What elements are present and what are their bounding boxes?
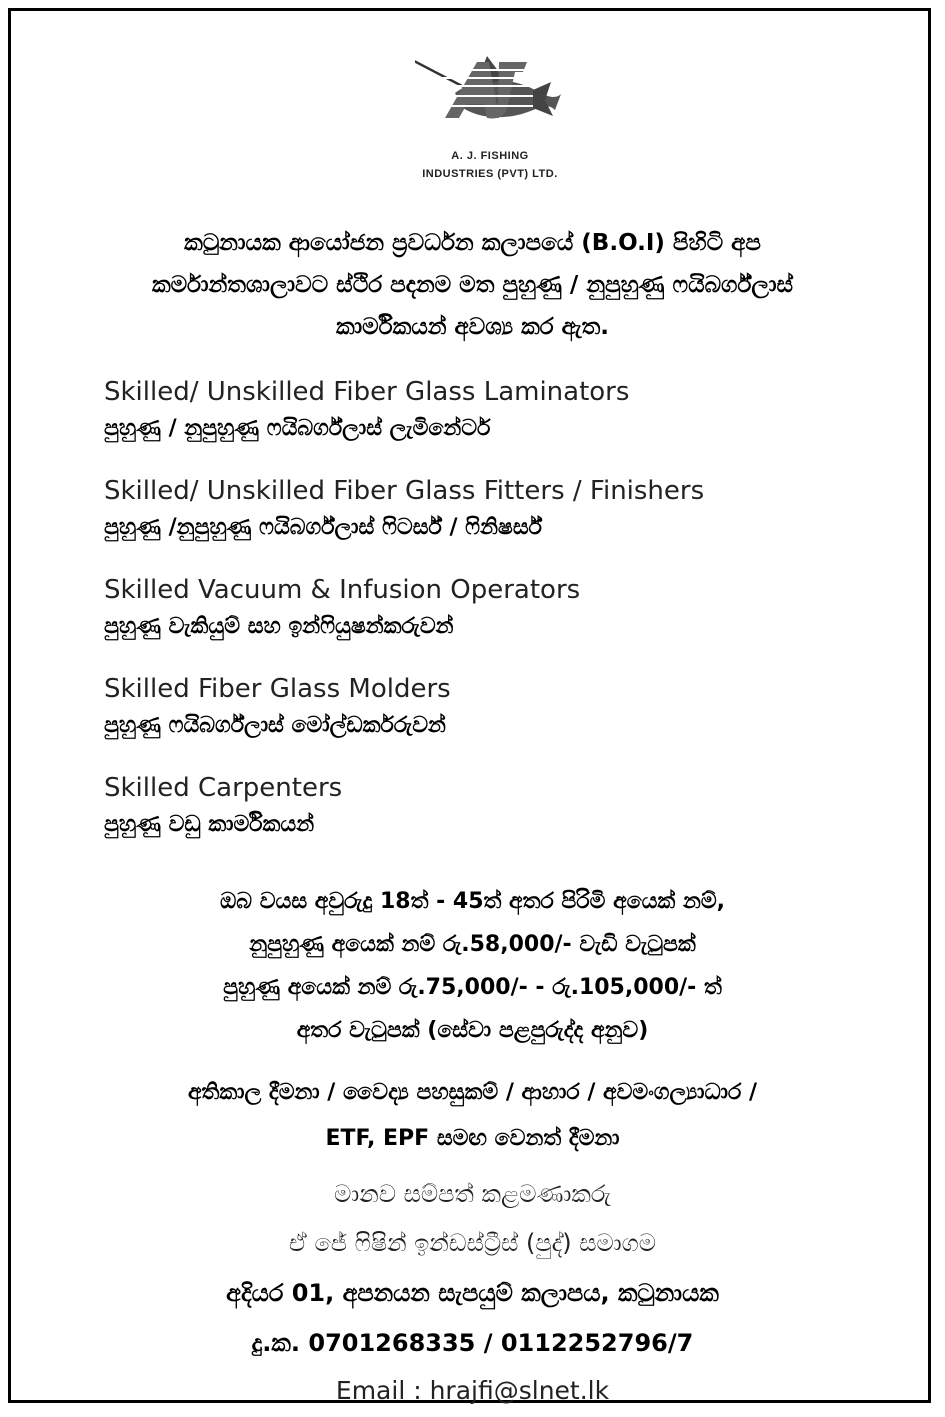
marlin-logo-icon — [415, 38, 565, 158]
salary-line: ඔබ වයස අවුරුදු 18ත් - 45ත් අතර පිරිමි අයෙක් නම්, — [220, 889, 725, 914]
benefits-line: අතිකාල දීමනා / වෛද්‍ය පහසුකම් / ආහාර / අවමංගල්‍යාධාර / — [187, 1080, 758, 1105]
contact-email: Email : hrajfi@slnet.lk — [335, 1376, 610, 1405]
contact-phone: දු.ක. 0701268335 / 0112252796/7 — [251, 1329, 694, 1357]
job-item — [104, 669, 904, 768]
contact-section — [40, 1170, 905, 1414]
job-title-english: Skilled Fiber Glass Molders — [104, 674, 451, 704]
intro-line: කාර්මිකයන් අවශ්‍ය කර ඇත. — [335, 314, 610, 340]
salary-line: නුපුහුණු අයෙක් නම් රු.58,000/- වැඩි වැටුපක් — [249, 932, 696, 957]
job-title-english: Skilled/ Unskilled Fiber Glass Laminators — [104, 377, 630, 407]
job-title-sinhala: පුහුණු /නුපුහුණු ෆයිබර්ග්ලාස් ෆිටර්ස් / ෆිනිෂර්ස් — [104, 515, 542, 540]
company-logo — [415, 38, 565, 188]
salary-line: අතර වැටුපක් (සේවා පළපුරුද්ද අනුව) — [296, 1018, 649, 1043]
contact-title: මානව සම්පත් කළමණාකරු — [334, 1180, 611, 1208]
intro-paragraph — [40, 222, 905, 348]
logo-company-name-line2: INDUSTRIES (PVT) LTD. — [422, 168, 558, 180]
job-title-sinhala: පුහුණු වැකියුම් සහ ඉන්ෆියුෂන්කරුවන් — [104, 614, 454, 639]
job-title-sinhala: පුහුණු ෆයිබර්ග්ලාස් මෝල්ඩර්කරුවන් — [104, 713, 446, 738]
contact-company: ඒ ජේ ෆිෂින් ඉන්ඩස්ට්‍රීස් (පුද්) සමාගම — [288, 1229, 657, 1257]
salary-line: පුහුණු අයෙක් නම් රු.75,000/- - රු.105,000/- ත් — [223, 975, 722, 1000]
job-item — [104, 570, 904, 669]
intro-line: කර්මාන්තශාලාවට ස්ථිර පදනම මත පුහුණු / නුපුහුණු ෆයිබර්ග්ලාස් — [151, 272, 794, 298]
job-list — [104, 372, 904, 867]
logo-company-name-line1: A. J. FISHING — [451, 150, 529, 162]
contact-address: අදියර 01, අපනයන සැපයුම් කලාපය, කටුනායක — [226, 1279, 719, 1307]
job-item — [104, 372, 904, 471]
salary-section — [40, 880, 905, 1052]
job-item — [104, 471, 904, 570]
job-title-sinhala: පුහුණු / නුපුහුණු ෆයිබර්ග්ලාස් ලැමිනේටර් — [104, 416, 491, 441]
job-title-english: Skilled/ Unskilled Fiber Glass Fitters / Finishers — [104, 476, 705, 506]
benefits-line: ETF, EPF සමඟ වෙනත් දීමනා — [325, 1126, 620, 1151]
intro-line: කටුනායක ආයෝජන ප්‍රවර්ධන කලාපයේ (B.O.I) පිහිටි අප — [184, 230, 761, 256]
job-item — [104, 768, 904, 867]
job-title-sinhala: පුහුණු වඩු කාර්මිකයන් — [104, 812, 315, 837]
benefits-section — [30, 1070, 915, 1162]
job-title-english: Skilled Vacuum & Infusion Operators — [104, 575, 581, 605]
job-title-english: Skilled Carpenters — [104, 773, 343, 803]
